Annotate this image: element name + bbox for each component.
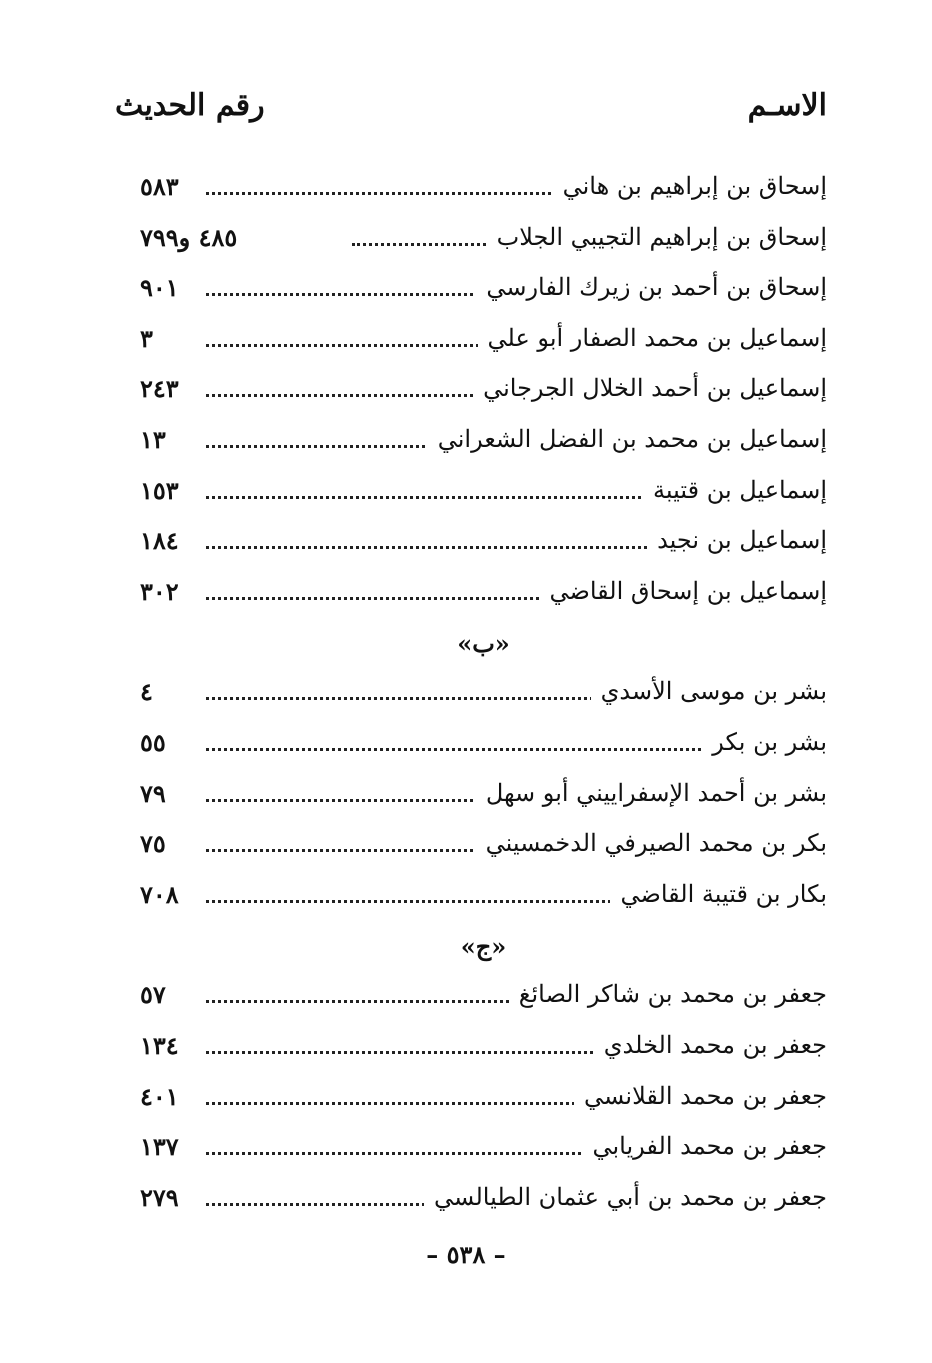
column-header xyxy=(115,88,827,132)
narrator-name: إسماعيل بن إسحاق القاضي xyxy=(539,577,827,605)
index-entries xyxy=(140,164,827,1225)
index-entry-row xyxy=(140,821,827,872)
hadith-number: ٧٩ xyxy=(140,779,172,808)
narrator-name: بشر بن موسى الأسدي xyxy=(591,677,827,705)
index-entry-row xyxy=(140,468,827,519)
index-entry-row xyxy=(140,164,827,215)
index-entry-row xyxy=(140,1074,827,1125)
narrator-name: إسحاق بن إبراهيم التجيبي الجلاب xyxy=(487,223,827,251)
section-letter-heading: «ب» xyxy=(457,629,510,659)
narrator-name: إسماعيل بن نجيد xyxy=(647,526,827,554)
hadith-number: ١٨٤ xyxy=(140,526,185,555)
index-entry-row xyxy=(140,569,827,620)
hadith-number: ٢٤٣ xyxy=(140,374,185,403)
narrator-name: إسحاق بن أحمد بن زيرك الفارسي xyxy=(476,273,827,301)
index-entry-row xyxy=(140,720,827,771)
hadith-number: ١٣ xyxy=(140,425,172,454)
name-column-label: الاسـم xyxy=(747,88,827,123)
hadith-number: ٢٧٩ xyxy=(140,1183,185,1212)
index-entry-row xyxy=(140,1023,827,1074)
narrator-name: جعفر بن محمد بن أبي عثمان الطيالسي xyxy=(424,1183,827,1211)
hadith-number: ٤٠١ xyxy=(140,1082,185,1111)
narrator-name: جعفر بن محمد الخلدي xyxy=(594,1031,827,1059)
narrator-name: إسحاق بن إبراهيم بن هاني xyxy=(553,172,827,200)
index-entry-row xyxy=(140,872,827,923)
narrator-name: جعفر بن محمد الفريابي xyxy=(583,1132,828,1160)
index-entry-row xyxy=(140,316,827,367)
index-entry-row xyxy=(140,518,827,569)
narrator-name: بكر بن محمد الصيرفي الدخمسيني xyxy=(476,829,827,857)
hadith-number: ٧٠٨ xyxy=(140,880,185,909)
narrator-name: بكار بن قتيبة القاضي xyxy=(610,880,827,908)
hadith-number: ٥٥ xyxy=(140,728,172,757)
narrator-name: بشر بن أحمد الإسفراييني أبو سهل xyxy=(476,779,827,807)
index-entry-row xyxy=(140,972,827,1023)
hadith-number-column-label: رقم الحديث xyxy=(115,88,265,123)
index-entry-row xyxy=(140,771,827,822)
narrator-name: إسماعيل بن محمد الصفار أبو علي xyxy=(478,324,827,352)
index-entry-row xyxy=(140,669,827,720)
hadith-number: ٣٠٢ xyxy=(140,577,185,606)
hadith-number: ١٣٧ xyxy=(140,1132,185,1161)
narrator-name: بشر بن بكر xyxy=(702,728,827,756)
section-letter-heading: «ج» xyxy=(460,932,507,962)
page-number: – ٥٣٨ – xyxy=(426,1240,506,1269)
index-entry-row xyxy=(140,1175,827,1226)
hadith-number: ٥٧ xyxy=(140,980,172,1009)
narrator-name: إسماعيل بن محمد بن الفضل الشعراني xyxy=(428,425,827,453)
index-entry-row xyxy=(140,1124,827,1175)
hadith-number: ١٣٤ xyxy=(140,1031,185,1060)
hadith-number: ٤٨٥ و٧٩٩ xyxy=(140,223,243,252)
narrator-name: جعفر بن محمد بن شاكر الصائغ xyxy=(509,980,827,1008)
hadith-number: ٧٥ xyxy=(140,829,172,858)
hadith-number: ٣ xyxy=(140,324,159,353)
narrator-name: جعفر بن محمد القلانسي xyxy=(574,1082,827,1110)
hadith-number: ٤ xyxy=(140,677,159,706)
index-entry-row xyxy=(140,265,827,316)
index-entry-row xyxy=(140,417,827,468)
hadith-number: ٩٠١ xyxy=(140,273,185,302)
hadith-number: ٥٨٣ xyxy=(140,172,185,201)
narrator-name: إسماعيل بن أحمد الخلال الجرجاني xyxy=(473,374,827,402)
hadith-number: ١٥٣ xyxy=(140,476,185,505)
index-entry-row xyxy=(140,366,827,417)
index-entry-row xyxy=(140,215,827,266)
narrator-name: إسماعيل بن قتيبة xyxy=(643,476,827,504)
